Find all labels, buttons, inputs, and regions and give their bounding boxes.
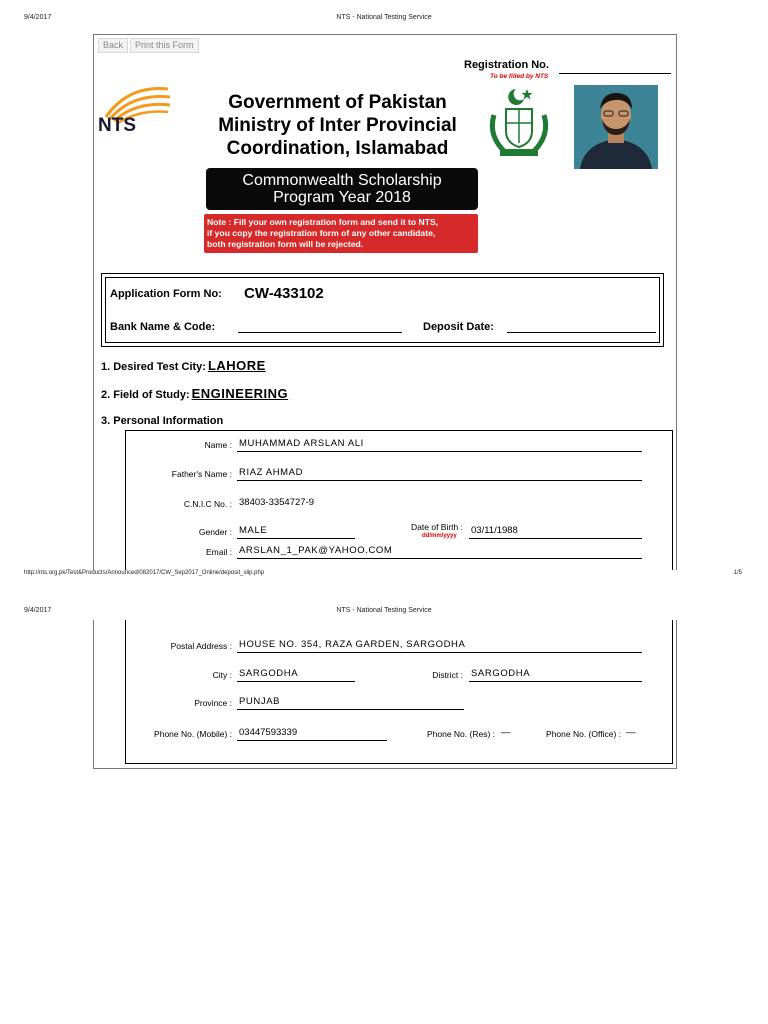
pakistan-emblem-icon <box>486 85 552 161</box>
personal-info-box-bottom <box>125 620 673 764</box>
program-banner <box>206 168 478 210</box>
application-box <box>101 273 664 347</box>
print-header <box>0 14 768 28</box>
application-box-inner <box>105 277 660 343</box>
gender-value: MALE <box>237 525 355 539</box>
cnic-value: 38403-3354727-9 <box>239 497 315 508</box>
test-city-value: LAHORE <box>207 358 266 373</box>
field-of-study-label: 2. Field of Study: <box>101 389 190 401</box>
government-title <box>194 91 481 160</box>
print-page: 1/5 <box>733 570 742 576</box>
applicant-photo <box>574 85 658 169</box>
cnic-label: C.N.I.C No. : <box>183 499 232 509</box>
name-value: MUHAMMAD ARSLAN ALI <box>237 438 642 452</box>
print-header-2 <box>0 607 768 621</box>
dob-hint: dd/mm/yyyy <box>422 533 457 539</box>
banner-line-2: Program Year 2018 <box>273 189 411 206</box>
office-phone-label: Phone No. (Office) : <box>546 729 621 739</box>
deposit-line <box>507 332 656 333</box>
test-city-label: 1. Desired Test City: <box>101 361 206 373</box>
applicant-portrait-icon <box>574 85 658 169</box>
postal-label: Postal Address : <box>170 641 232 651</box>
banner-line-1: Commonwealth Scholarship <box>242 172 442 189</box>
form-sheet-bottom <box>93 620 677 769</box>
gender-label: Gender : <box>198 527 232 537</box>
dob-value: 03/11/1988 <box>469 525 642 539</box>
print-url: http://nts.org.pk/Test&Products/Announced/082017/CW_Sep2017_Online/deposit_slip.php <box>24 570 265 576</box>
bank-line <box>238 332 402 333</box>
print-title: NTS - National Testing Service <box>336 14 432 21</box>
deposit-label: Deposit Date: <box>423 321 494 333</box>
note-line-2: if you copy the registration form of any other candidate, <box>207 228 436 238</box>
gov-line-1: Government of Pakistan <box>228 92 447 113</box>
office-phone-value: — <box>626 727 637 738</box>
email-label: Email : <box>206 547 232 557</box>
print-button[interactable]: Print this Form <box>130 38 199 53</box>
back-button[interactable]: Back <box>98 38 128 53</box>
email-value: ARSLAN_1_PAK@YAHOO.COM <box>237 545 642 559</box>
mobile-value: 03447593339 <box>237 727 387 741</box>
warning-note <box>204 214 478 253</box>
form-no-label: Application Form No: <box>110 288 222 300</box>
print-date-2: 9/4/2017 <box>24 607 52 614</box>
registration-line <box>559 73 671 74</box>
res-phone-value: — <box>501 727 512 738</box>
note-line-1: Note : Fill your own registration form and send it to NTS, <box>207 217 439 227</box>
form-no-value: CW-433102 <box>244 285 324 302</box>
registration-note: To be filled by NTS <box>490 73 549 80</box>
bank-label: Bank Name & Code: <box>110 321 216 333</box>
res-phone-label: Phone No. (Res) : <box>426 729 495 739</box>
test-city-row <box>101 358 266 373</box>
form-toolbar <box>98 38 199 53</box>
form-sheet-top <box>93 34 677 570</box>
city-label: City : <box>212 670 232 680</box>
print-date: 9/4/2017 <box>24 14 52 21</box>
district-value: SARGODHA <box>469 668 642 682</box>
mobile-label: Phone No. (Mobile) : <box>154 729 232 739</box>
district-label: District : <box>432 670 463 680</box>
province-label: Province : <box>194 698 232 708</box>
father-value: RIAZ AHMAD <box>237 467 642 481</box>
print-title-2: NTS - National Testing Service <box>336 607 432 614</box>
gov-line-3: Coordination, Islamabad <box>226 138 449 159</box>
field-of-study-value: ENGINEERING <box>191 386 289 401</box>
father-label: Father's Name : <box>171 469 232 479</box>
postal-value: HOUSE NO. 354, RAZA GARDEN, SARGODHA <box>237 639 642 653</box>
dob-label: Date of Birth : <box>411 522 463 532</box>
personal-info-heading: 3. Personal Information <box>101 415 224 427</box>
province-value: PUNJAB <box>237 696 464 710</box>
gov-line-2: Ministry of Inter Provincial <box>218 115 457 136</box>
city-value: SARGODHA <box>237 668 355 682</box>
note-line-3: both registration form will be rejected. <box>207 239 364 249</box>
name-label: Name : <box>204 440 232 450</box>
registration-label: Registration No. <box>464 59 549 71</box>
nts-logo: NTS <box>98 115 136 136</box>
field-of-study-row <box>101 386 288 401</box>
personal-info-box-top <box>125 430 673 570</box>
